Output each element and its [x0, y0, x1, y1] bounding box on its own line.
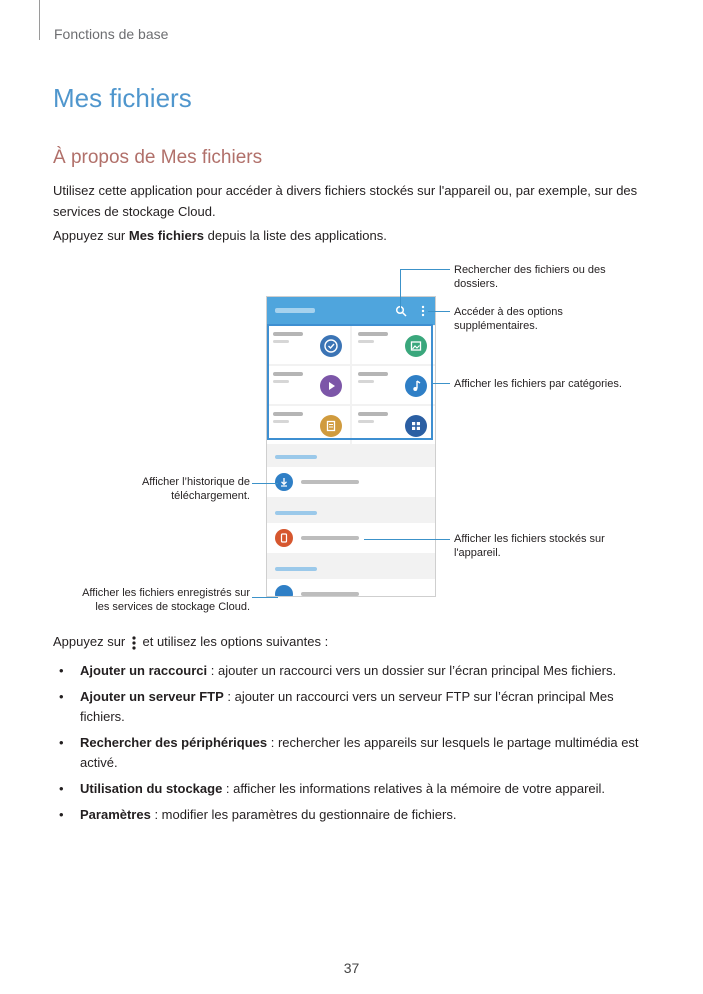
app-title: [275, 308, 315, 313]
annotation-device: Afficher les fichiers stockés sur l'appareil.: [454, 533, 605, 559]
list-item: [53, 733, 653, 773]
option-description: : modifier les paramètres du gestionnaire de fichiers.: [150, 807, 457, 822]
callout-line-more: [428, 311, 450, 312]
row-label: [301, 592, 359, 596]
download-history-row[interactable]: [267, 467, 435, 497]
cloud-storage-header: [267, 559, 435, 579]
option-description: : afficher les informations relatives à la mémoire de votre appareil.: [222, 781, 606, 796]
device-storage-icon: [275, 529, 293, 547]
options-intro: [53, 631, 653, 652]
list-item: [53, 661, 653, 681]
option-name: Ajouter un raccourci: [80, 663, 208, 678]
local-storage-header: [267, 503, 435, 523]
annotation-search: Rechercher des fichiers ou des dossiers.: [454, 264, 606, 290]
annotation-categories: Afficher les fichiers par catégories.: [454, 378, 622, 390]
row-label: [301, 536, 359, 540]
bullet: •: [59, 807, 64, 822]
bullet: •: [59, 663, 64, 678]
callout-line-device: [364, 539, 450, 540]
page-number: 37: [343, 960, 360, 976]
bullet: •: [59, 735, 64, 750]
row-label: [301, 480, 359, 484]
callout-line-cloud: [252, 597, 278, 598]
callout-line-categories: [433, 383, 450, 384]
bullet: •: [59, 781, 64, 796]
intro-paragraph: Utilisez cette application pour accéder à divers fichiers stockés sur l'appareil ou, par exemple, sur des services de stockage Cloud.: [53, 183, 638, 219]
options-intro-prefix: Appuyez sur: [53, 634, 129, 649]
cloud-storage-row[interactable]: [267, 579, 435, 597]
callout-line-search-h: [400, 269, 450, 270]
option-name: Paramètres: [80, 807, 151, 822]
tap-instruction: [53, 225, 653, 246]
list-item: [53, 779, 653, 799]
option-name: Utilisation du stockage: [80, 781, 223, 796]
page-title: Mes fichiers: [53, 83, 192, 113]
callout-line-history: [252, 483, 278, 484]
options-list: [53, 661, 653, 831]
option-description: : ajouter un raccourci vers un serveur FTP sur l’écran principal Mes fichiers.: [80, 689, 614, 724]
tap-prefix: Appuyez sur: [53, 228, 129, 243]
callout-line-search-v: [400, 269, 401, 311]
option-name: Ajouter un serveur FTP: [80, 689, 224, 704]
app-bar: [267, 297, 435, 325]
search-icon[interactable]: [395, 305, 407, 317]
margin-rule: [39, 0, 40, 40]
option-name: Rechercher des périphériques: [80, 735, 268, 750]
header-label: [275, 511, 317, 515]
options-intro-suffix: et utilisez les options suivantes :: [138, 634, 329, 649]
categories-highlight: [267, 324, 433, 440]
download-history-header: [267, 447, 435, 467]
download-icon: [275, 473, 293, 491]
tap-app-name: Mes fichiers: [128, 228, 205, 243]
section-header: Fonctions de base: [54, 26, 169, 42]
header-label: [275, 567, 317, 571]
option-description: : ajouter un raccourci vers un dossier sur l’écran principal Mes fichiers.: [207, 663, 617, 678]
annotation-cloud: Afficher les fichiers enregistrés sur les services de stockage Cloud.: [82, 587, 250, 613]
header-label: [275, 455, 317, 459]
list-item: [53, 805, 653, 825]
bullet: •: [59, 689, 64, 704]
device-storage-row[interactable]: [267, 523, 435, 553]
option-description: : rechercher les appareils sur lesquels le partage multimédia est activé.: [80, 735, 639, 770]
more-options-icon: [131, 635, 137, 651]
tap-suffix: depuis la liste des applications.: [204, 228, 387, 243]
annotation-history: Afficher l’historique de téléchargement.: [141, 476, 250, 502]
annotation-more: Accéder à des options supplémentaires.: [454, 306, 563, 332]
cloud-icon: [275, 585, 293, 597]
list-item: [53, 687, 653, 727]
more-options-icon[interactable]: [420, 305, 426, 317]
section-title: À propos de Mes fichiers: [53, 147, 263, 168]
